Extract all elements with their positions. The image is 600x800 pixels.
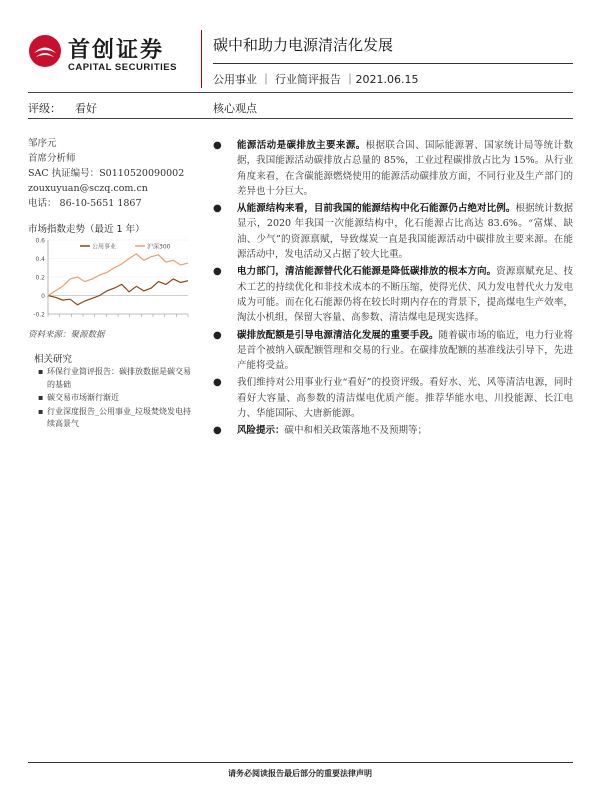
y-tick-label: 0.6 [35, 237, 45, 245]
key-point: ● 碳排放配额是引导电源清洁化发展的重要手段。随着碳市场的临近，电力行业将是首个被纳入碳配额管理和交易的行业。在碳排放配额的基准线法引导下，先进产能将受益。 [213, 328, 573, 374]
rating-value: 看好 [75, 102, 97, 115]
bullet-icon: ▪ [38, 367, 44, 376]
bullet-icon: ● [213, 377, 222, 389]
company-logo-icon [28, 34, 62, 68]
report-title: 碳中和助力电源清洁化发展 [213, 36, 394, 54]
related-item[interactable]: ▪ 环保行业简评报告：碳排放数据是碳交易的基础 [38, 366, 198, 391]
bullet-icon: ▪ [38, 406, 44, 416]
analyst-phone: 电话： 86-10-5651 1867 [28, 198, 142, 209]
market-index-chart [28, 234, 194, 326]
rating-bottom-rule [28, 118, 573, 119]
bullet-icon: ● [213, 203, 222, 215]
chart-source: 资料来源：聚源数据 [28, 330, 105, 340]
report-subtitle: 公用事业 ｜ 行业简评报告 ｜2021.06.15 [213, 73, 419, 86]
bullet-icon: ▪ [38, 393, 44, 402]
rating [28, 100, 97, 116]
series-line-1 [48, 254, 188, 296]
related-item[interactable]: ▪ 碳交易市场渐行渐近 [38, 392, 198, 405]
key-point: ● 能源活动是碳排放主要来源。根据联合国、国际能源署、国家统计局等统计数据，我国能源活动碳排放占总量的 85%，工业过程碳排放占比为 15%。从行业角度来看，在含碳能源燃烧使用的能源活动碳排放方面，不同行业及生产部门的差异也十分巨大。 [213, 138, 573, 199]
bullet-icon: ● [213, 266, 222, 278]
logo-chinese-name: 首创证券 [68, 38, 165, 63]
bullet-icon: ● [213, 425, 222, 437]
logo-english-name: CAPITAL SECURITIES [68, 62, 177, 73]
analyst-info [28, 136, 184, 211]
key-points [213, 138, 573, 441]
bullet-icon: ● [213, 140, 222, 151]
rating-label: 评级： [28, 102, 61, 115]
key-point: ● 从能源结构来看，目前我国的能源结构中化石能源仍占绝对比例。根据统计数据显示，2020 年我国一次能源结构中，化石能源占比高达 83.6%。“富煤、缺油、少气”的资源禀赋，导致煤炭一直是我国能源活动中碳排放主要来源。在能源活动中，发电活动又占据了较大比重。 [213, 201, 573, 262]
analyst-cert: SAC 执证编号：S0110520090002 [28, 168, 185, 179]
bullet-icon: ● [213, 329, 222, 341]
core-views-heading: 核心观点 [213, 102, 257, 115]
series-line-0 [48, 279, 188, 305]
y-tick-label: 0 [41, 293, 45, 300]
title-underline [213, 63, 573, 64]
key-point: ● 风险提示：碳中和相关政策落地不及预期等； [213, 423, 573, 438]
analyst-role: 首席分析师 [28, 153, 76, 164]
legend-label: 公用事业 [92, 243, 117, 251]
key-point: ● 我们维持对公用事业行业“看好”的投资评级。看好水、光、风等清洁电源，同时看好大容量、高参数的清洁煤电优质产能。推荐华能水电、川投能源、长江电力、华能国际、大唐新能源。 [213, 375, 573, 421]
y-tick-label: 0.4 [35, 256, 45, 263]
footer-disclaimer: 请务必阅读报告最后部分的重要法律声明 [228, 768, 372, 778]
legend-label: 沪深300 [147, 243, 171, 251]
related-research-heading: 相关研究 [34, 354, 73, 365]
header-divider [201, 30, 202, 88]
related-item[interactable]: ▪ 行业深度报告_公用事业_垃圾焚烧发电持续高景气 [38, 406, 198, 431]
y-tick-label: 0.2 [35, 274, 45, 282]
footer-rule [28, 762, 573, 763]
analyst-name: 邹序元 [28, 138, 57, 149]
key-point: ● 电力部门，清洁能源替代化石能源是降低碳排放的根本方向。资源禀赋充足、技术工艺的持续优化和非技术成本的不断压缩，使得光伏、风力发电替代火力发电成为可能。而在化石能源仍将在较长时期内存在的背景下，提高煤电生产效率，淘汰小机组，保留大容量、高参数、清洁煤电是现实选择。 [213, 264, 573, 325]
chart-heading: 市场指数走势（最近 1 年） [28, 224, 145, 235]
related-research-list [38, 366, 198, 432]
y-tick-label: -0.2 [33, 311, 45, 319]
analyst-email[interactable]: zouxuyuan@sczq.com.cn [28, 183, 148, 194]
rating-top-rule [28, 92, 573, 93]
